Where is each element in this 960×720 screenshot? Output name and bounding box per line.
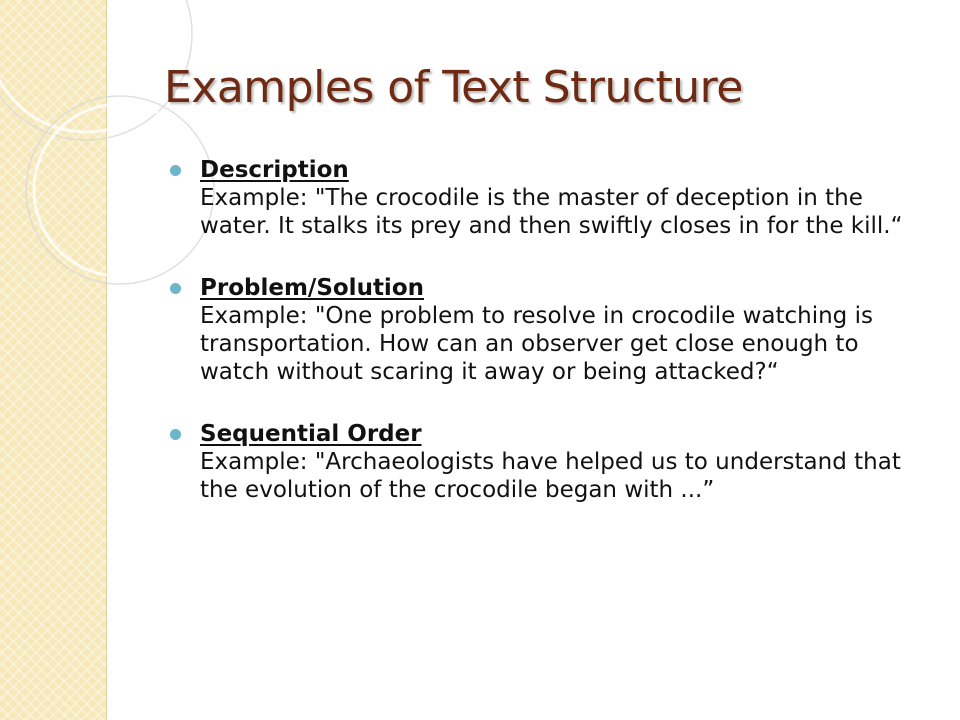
bullet-dot-icon [170, 283, 181, 294]
bullet-example-text: Example: "The crocodile is the master of deception in the water. It stalks its prey and then swiftly closes in for the kill.“ [200, 185, 903, 239]
bullet-list [170, 156, 930, 504]
bullet-item-description [170, 156, 930, 240]
bullet-heading: Description [200, 157, 349, 183]
bullet-example-text: Example: "One problem to resolve in crocodile watching is transportation. How can an observer get close enough to watch without scaring it away or being attacked?“ [200, 303, 873, 385]
bullet-example-text: Example: "Archaeologists have helped us to understand that the evolution of the crocodile began with ...” [200, 449, 901, 503]
bullet-dot-icon [170, 165, 181, 176]
bullet-item-problem-solution [170, 274, 930, 386]
bullet-heading: Problem/Solution [200, 275, 424, 301]
bullet-dot-icon [170, 429, 181, 440]
bullet-heading: Sequential Order [200, 421, 422, 447]
slide-title: Examples of Text Structure [164, 62, 743, 113]
bullet-item-sequential-order [170, 420, 930, 504]
